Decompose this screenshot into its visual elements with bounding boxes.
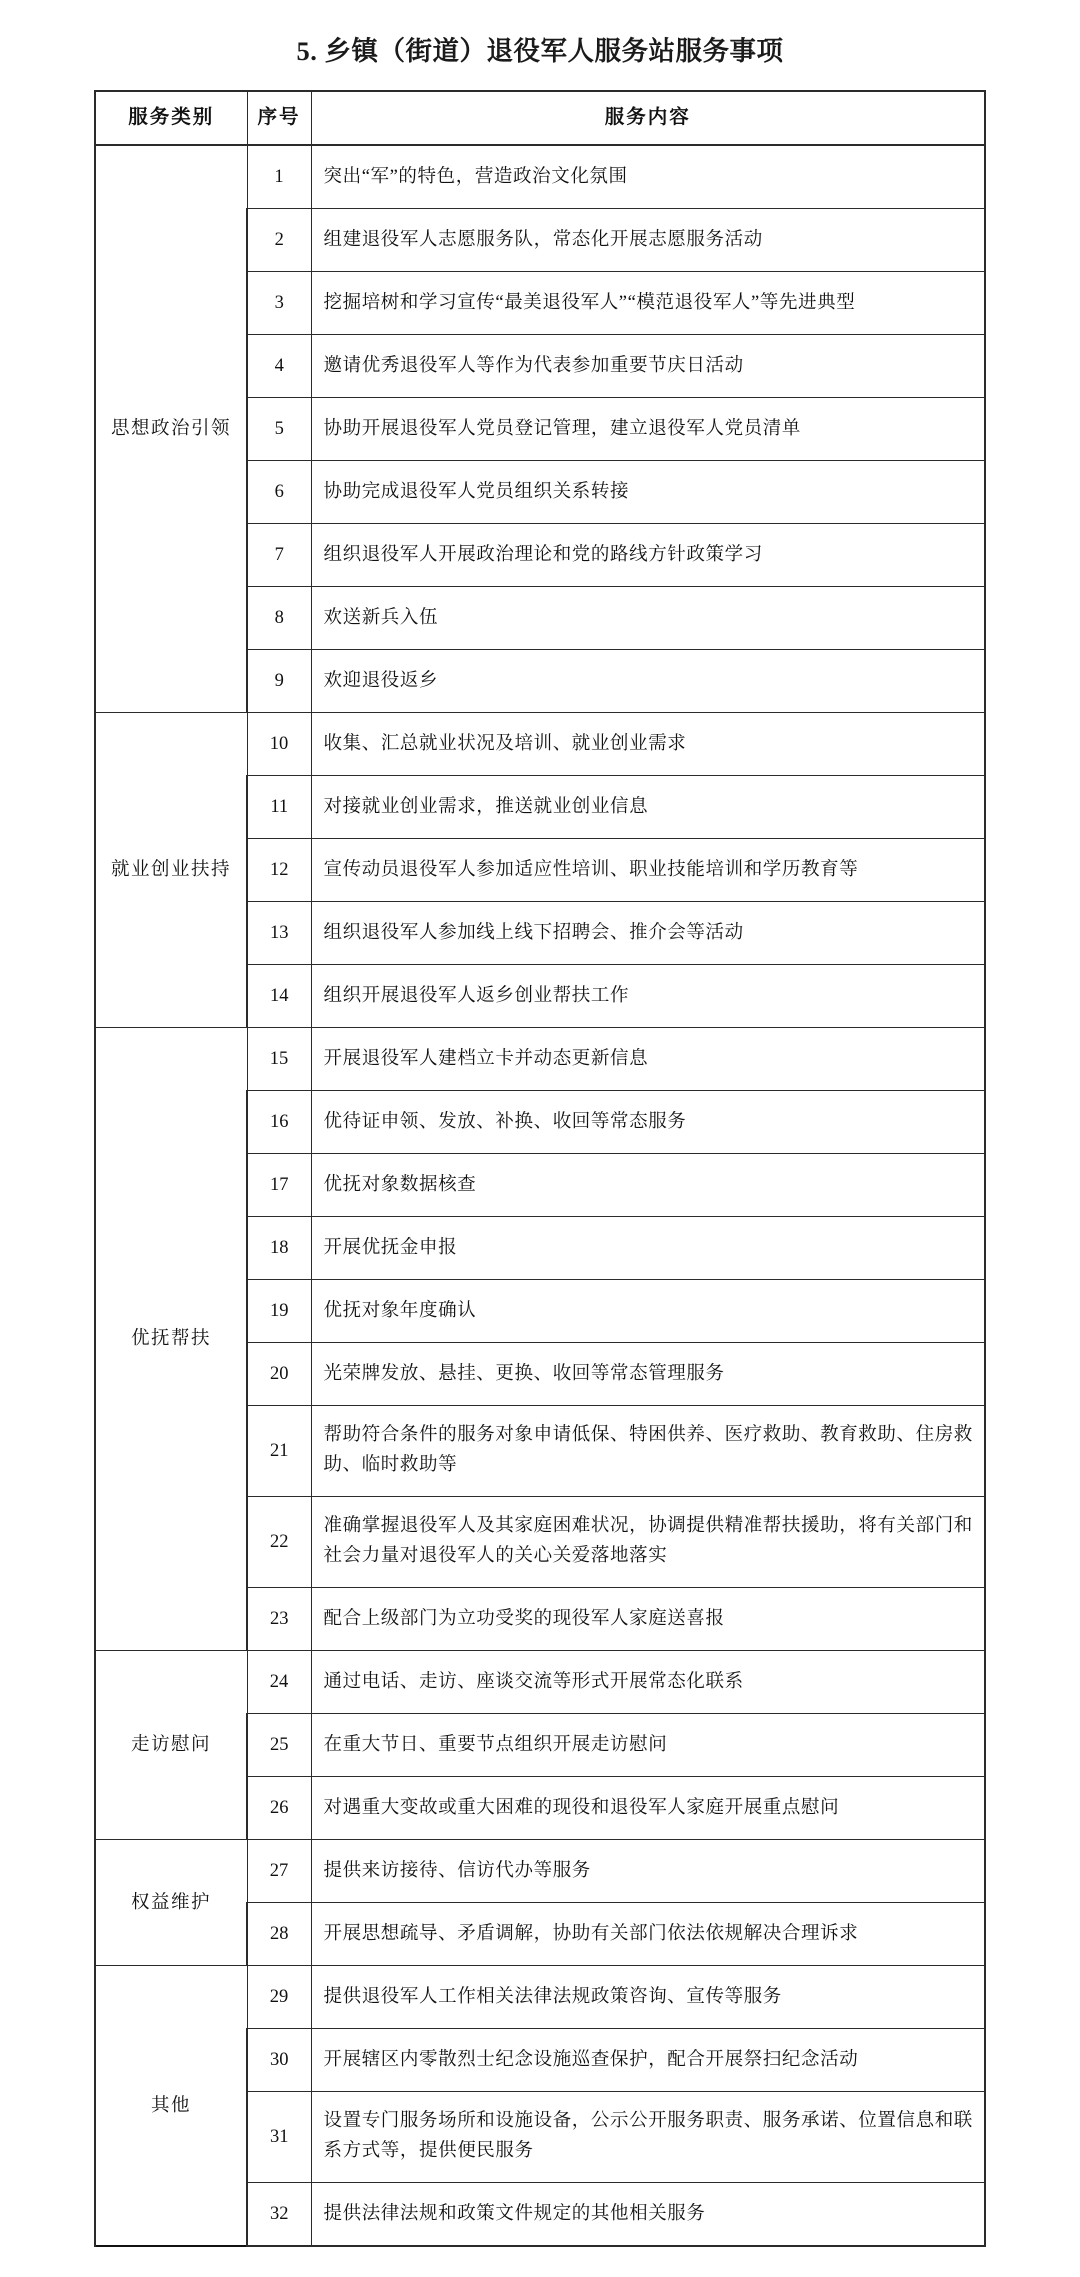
service-content-cell: 在重大节日、重要节点组织开展走访慰问 bbox=[311, 1714, 985, 1777]
service-index-cell: 1 bbox=[247, 145, 311, 209]
service-index-cell: 29 bbox=[247, 1966, 311, 2029]
table-row bbox=[95, 1651, 985, 1714]
service-content-cell: 协助完成退役军人党员组织关系转接 bbox=[311, 461, 985, 524]
service-content-cell: 欢送新兵入伍 bbox=[311, 587, 985, 650]
service-content-cell: 通过电话、走访、座谈交流等形式开展常态化联系 bbox=[311, 1651, 985, 1714]
service-index-cell: 12 bbox=[247, 839, 311, 902]
service-index-cell: 7 bbox=[247, 524, 311, 587]
service-index-cell: 15 bbox=[247, 1028, 311, 1091]
service-content-cell: 优抚对象数据核查 bbox=[311, 1154, 985, 1217]
service-index-cell: 19 bbox=[247, 1280, 311, 1343]
column-header-category: 服务类别 bbox=[95, 91, 247, 145]
service-content-cell: 组织退役军人开展政治理论和党的路线方针政策学习 bbox=[311, 524, 985, 587]
service-content-cell: 收集、汇总就业状况及培训、就业创业需求 bbox=[311, 713, 985, 776]
service-index-cell: 8 bbox=[247, 587, 311, 650]
service-content-cell: 优抚对象年度确认 bbox=[311, 1280, 985, 1343]
service-index-cell: 16 bbox=[247, 1091, 311, 1154]
service-index-cell: 25 bbox=[247, 1714, 311, 1777]
service-content-cell: 组织退役军人参加线上线下招聘会、推介会等活动 bbox=[311, 902, 985, 965]
service-content-cell: 邀请优秀退役军人等作为代表参加重要节庆日活动 bbox=[311, 335, 985, 398]
service-category-cell: 思想政治引领 bbox=[95, 145, 247, 713]
service-content-cell: 开展退役军人建档立卡并动态更新信息 bbox=[311, 1028, 985, 1091]
service-content-cell: 提供退役军人工作相关法律法规政策咨询、宣传等服务 bbox=[311, 1966, 985, 2029]
service-content-cell: 对接就业创业需求，推送就业创业信息 bbox=[311, 776, 985, 839]
service-index-cell: 24 bbox=[247, 1651, 311, 1714]
service-content-cell: 开展思想疏导、矛盾调解，协助有关部门依法依规解决合理诉求 bbox=[311, 1903, 985, 1966]
service-index-cell: 23 bbox=[247, 1588, 311, 1651]
service-index-cell: 31 bbox=[247, 2092, 311, 2183]
table-row bbox=[95, 145, 985, 209]
table-row bbox=[95, 1028, 985, 1091]
column-header-index: 序号 bbox=[247, 91, 311, 145]
service-index-cell: 6 bbox=[247, 461, 311, 524]
service-index-cell: 18 bbox=[247, 1217, 311, 1280]
service-content-cell: 提供法律法规和政策文件规定的其他相关服务 bbox=[311, 2183, 985, 2247]
service-content-cell: 组织开展退役军人返乡创业帮扶工作 bbox=[311, 965, 985, 1028]
service-index-cell: 10 bbox=[247, 713, 311, 776]
service-category-cell: 走访慰问 bbox=[95, 1651, 247, 1840]
service-content-cell: 组建退役军人志愿服务队，常态化开展志愿服务活动 bbox=[311, 209, 985, 272]
service-index-cell: 13 bbox=[247, 902, 311, 965]
service-index-cell: 4 bbox=[247, 335, 311, 398]
service-index-cell: 20 bbox=[247, 1343, 311, 1406]
service-index-cell: 11 bbox=[247, 776, 311, 839]
service-index-cell: 14 bbox=[247, 965, 311, 1028]
service-content-cell: 欢迎退役返乡 bbox=[311, 650, 985, 713]
service-category-cell: 优抚帮扶 bbox=[95, 1028, 247, 1651]
table-row bbox=[95, 1840, 985, 1903]
service-content-cell: 宣传动员退役军人参加适应性培训、职业技能培训和学历教育等 bbox=[311, 839, 985, 902]
service-content-cell: 协助开展退役军人党员登记管理，建立退役军人党员清单 bbox=[311, 398, 985, 461]
service-index-cell: 22 bbox=[247, 1497, 311, 1588]
service-content-cell: 准确掌握退役军人及其家庭困难状况，协调提供精准帮扶援助，将有关部门和社会力量对退役军人的关心关爱落地落实 bbox=[311, 1497, 985, 1588]
service-index-cell: 32 bbox=[247, 2183, 311, 2247]
service-content-cell: 对遇重大变故或重大困难的现役和退役军人家庭开展重点慰问 bbox=[311, 1777, 985, 1840]
service-index-cell: 27 bbox=[247, 1840, 311, 1903]
table-row bbox=[95, 713, 985, 776]
column-header-content: 服务内容 bbox=[311, 91, 985, 145]
service-content-cell: 开展优抚金申报 bbox=[311, 1217, 985, 1280]
service-content-cell: 挖掘培树和学习宣传“最美退役军人”“模范退役军人”等先进典型 bbox=[311, 272, 985, 335]
service-index-cell: 30 bbox=[247, 2029, 311, 2092]
page-title: 5. 乡镇（街道）退役军人服务站服务事项 bbox=[296, 36, 784, 66]
service-index-cell: 17 bbox=[247, 1154, 311, 1217]
service-index-cell: 26 bbox=[247, 1777, 311, 1840]
service-content-cell: 开展辖区内零散烈士纪念设施巡查保护，配合开展祭扫纪念活动 bbox=[311, 2029, 985, 2092]
service-content-cell: 光荣牌发放、悬挂、更换、收回等常态管理服务 bbox=[311, 1343, 985, 1406]
service-index-cell: 9 bbox=[247, 650, 311, 713]
service-content-cell: 设置专门服务场所和设施设备，公示公开服务职责、服务承诺、位置信息和联系方式等，提供便民服务 bbox=[311, 2092, 985, 2183]
service-category-cell: 权益维护 bbox=[95, 1840, 247, 1966]
service-category-cell: 其他 bbox=[95, 1966, 247, 2247]
service-index-cell: 2 bbox=[247, 209, 311, 272]
service-items-table bbox=[94, 90, 986, 2247]
service-index-cell: 28 bbox=[247, 1903, 311, 1966]
table-body bbox=[95, 145, 985, 2246]
service-content-cell: 突出“军”的特色，营造政治文化氛围 bbox=[311, 145, 985, 209]
service-content-cell: 帮助符合条件的服务对象申请低保、特困供养、医疗救助、教育救助、住房救助、临时救助等 bbox=[311, 1406, 985, 1497]
service-content-cell: 提供来访接待、信访代办等服务 bbox=[311, 1840, 985, 1903]
service-category-cell: 就业创业扶持 bbox=[95, 713, 247, 1028]
service-index-cell: 21 bbox=[247, 1406, 311, 1497]
service-content-cell: 优待证申领、发放、补换、收回等常态服务 bbox=[311, 1091, 985, 1154]
service-index-cell: 3 bbox=[247, 272, 311, 335]
table-row bbox=[95, 1966, 985, 2029]
table-header-row bbox=[95, 91, 985, 145]
service-index-cell: 5 bbox=[247, 398, 311, 461]
table-header bbox=[95, 91, 985, 145]
service-content-cell: 配合上级部门为立功受奖的现役军人家庭送喜报 bbox=[311, 1588, 985, 1651]
